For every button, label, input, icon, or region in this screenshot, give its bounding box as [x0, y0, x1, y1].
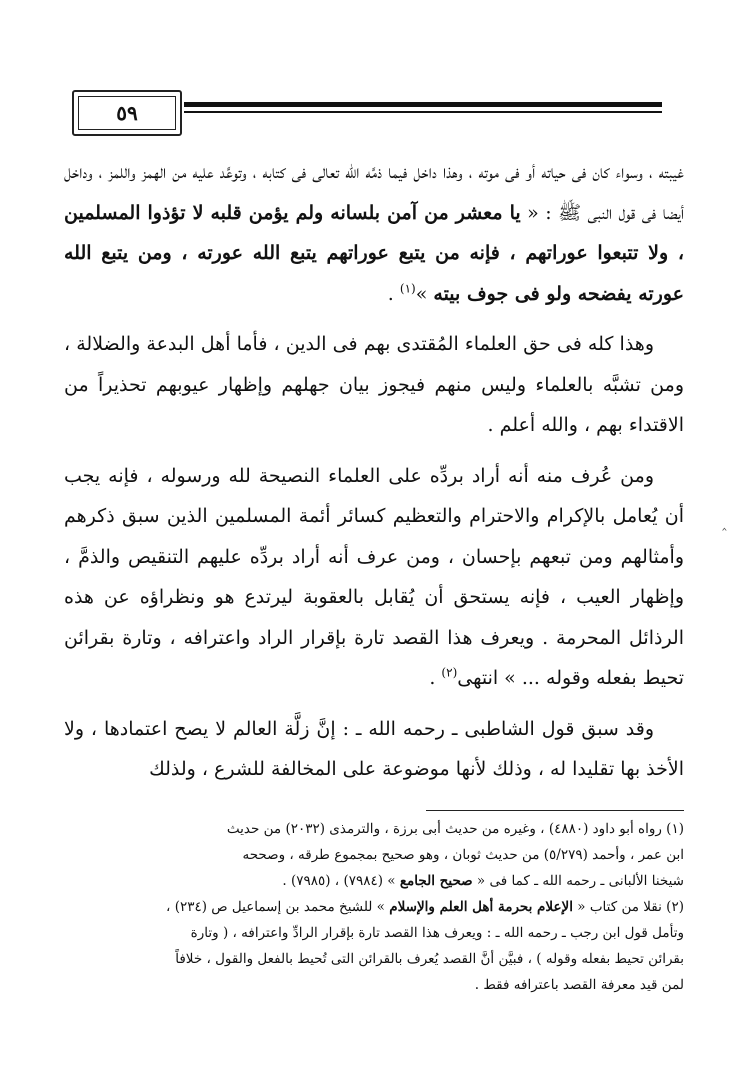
main-text	[64, 152, 684, 800]
header-rule-thick	[184, 102, 662, 107]
footnote-2-line-2: وتأمل قول ابن رجب ـ رحمه الله ـ : ويعرف هذا القصد تارة بإقرار الرادِّ واعترافه ، ( وتارة	[190, 925, 684, 941]
footnote-1-line-1: (١) رواه أبو داود (٤٨٨٠) ، وغيره من حديث أبى برزة ، والترمذى (٢٠٣٢) من حديث	[226, 821, 684, 837]
footnote-2-line-1-pre: (٢) نقلا من كتاب «	[572, 899, 684, 915]
page-header	[72, 88, 662, 134]
page-number: ٥٩	[116, 101, 138, 125]
footnote-ref-2[interactable]: (٢)	[441, 665, 458, 680]
paragraph-1-end: .	[387, 282, 400, 305]
footnote-ref-1[interactable]: (١)	[399, 281, 416, 296]
quote-close: »	[415, 282, 434, 305]
paragraph-3	[64, 456, 684, 699]
paragraph-1-intro: غيبته ، وسواء كان فى حياته أو فى موته ، وهذا داخل فيما ذمَّه الله تعالى فى كتابه ، وتوعَّد عليه من الهمز واللمز ، وداخل أيضا فى قول النبى ﷺ : «	[64, 161, 684, 224]
footnote-2-line-4: لمن قيد معرفة القصد باعترافه فقط .	[474, 977, 684, 993]
footnote-2-line-1	[64, 894, 684, 920]
page-number-badge	[72, 90, 182, 136]
footnote-1-line-3-post: » (٧٩٨٤) ، (٧٩٨٥) .	[282, 873, 400, 889]
footnote-separator	[426, 810, 684, 811]
footnote-1-line-3-pre: شيخنا الألبانى ـ رحمه الله ـ كما فى «	[472, 873, 684, 889]
footnote-1-line-2: ابن عمر ، وأحمد (٥/٢٧٩) من حديث ثوبان ، وهو صحيح بمجموع طرقه ، وصححه	[242, 847, 684, 863]
paragraph-2: وهذا كله فى حق العلماء المُقتدى بهم فى الدين ، فأما أهل البدعة والضلالة ، ومن تشبَّه بالعلماء وليس منهم فيجوز بيان جهلهم وإظهار عيوبهم تحذيراً من الاقتداء بهم ، والله أعلم .	[64, 333, 684, 436]
footnote-2-line-3: بقرائن تحيط بفعله وقوله ) ، فبيَّن أنَّ القصد يُعرف بالقرائن التى تُحيط بالفعل والقول ، خلافاً	[175, 951, 684, 967]
footnotes	[64, 816, 684, 998]
paragraph-4: وقد سبق قول الشاطبى ـ رحمه الله ـ : إنَّ زلَّة العالم لا يصح اعتمادها ، ولا الأخذ بها تقليدا له ، وذلك لأنها موضوعة على المخالفة للشرع ، ولذلك	[64, 717, 684, 780]
footnote-2-book-title: الإعلام بحرمة أهل العلم والإسلام	[389, 899, 573, 915]
paragraph-3-text: ومن عُرف منه أنه أراد بردِّه على العلماء النصيحة لله ورسوله ، فإنه يجب أن يُعامل بالإكرام والاحترام والتعظيم كسائر أئمة المسلمين الذين سبق ذكرهم وأمثالهم ومن تبعهم بإحسان ، ومن عرف أنه أراد بردِّه عليهم التنقيص والذمَّ ، وإظهار العيب ، فإنه يستحق أن يُقابل بالعقوبة ليرتدع هو ونظراؤه عن هذه الرذائل المحرمة . ويعرف هذا القصد تارة بإقرار الراد واعترافه ، وتارة بقرائن تحيط بفعله وقوله ... » انتهى	[64, 464, 684, 689]
footnote-1-book-title: صحيح الجامع	[399, 873, 473, 889]
footnote-2-line-1-post: » للشيخ محمد بن إسماعيل ص (٢٣٤) ،	[166, 899, 390, 915]
paragraph-1	[64, 152, 684, 314]
paragraph-3-end: .	[429, 667, 442, 689]
footnote-1-line-3	[64, 868, 684, 894]
header-rule-thin	[184, 111, 662, 113]
hadith-quote: يا معشر من آمن بلسانه ولم يؤمن قلبه لا تؤذوا المسلمين ، ولا تتبعوا عوراتهم ، فإنه من يتبع عوراتهم يتبع الله عورته ، ومن يتبع الله عورته يفضحه ولو فى جوف بيته	[64, 201, 684, 305]
margin-mark: ‸	[722, 515, 727, 531]
